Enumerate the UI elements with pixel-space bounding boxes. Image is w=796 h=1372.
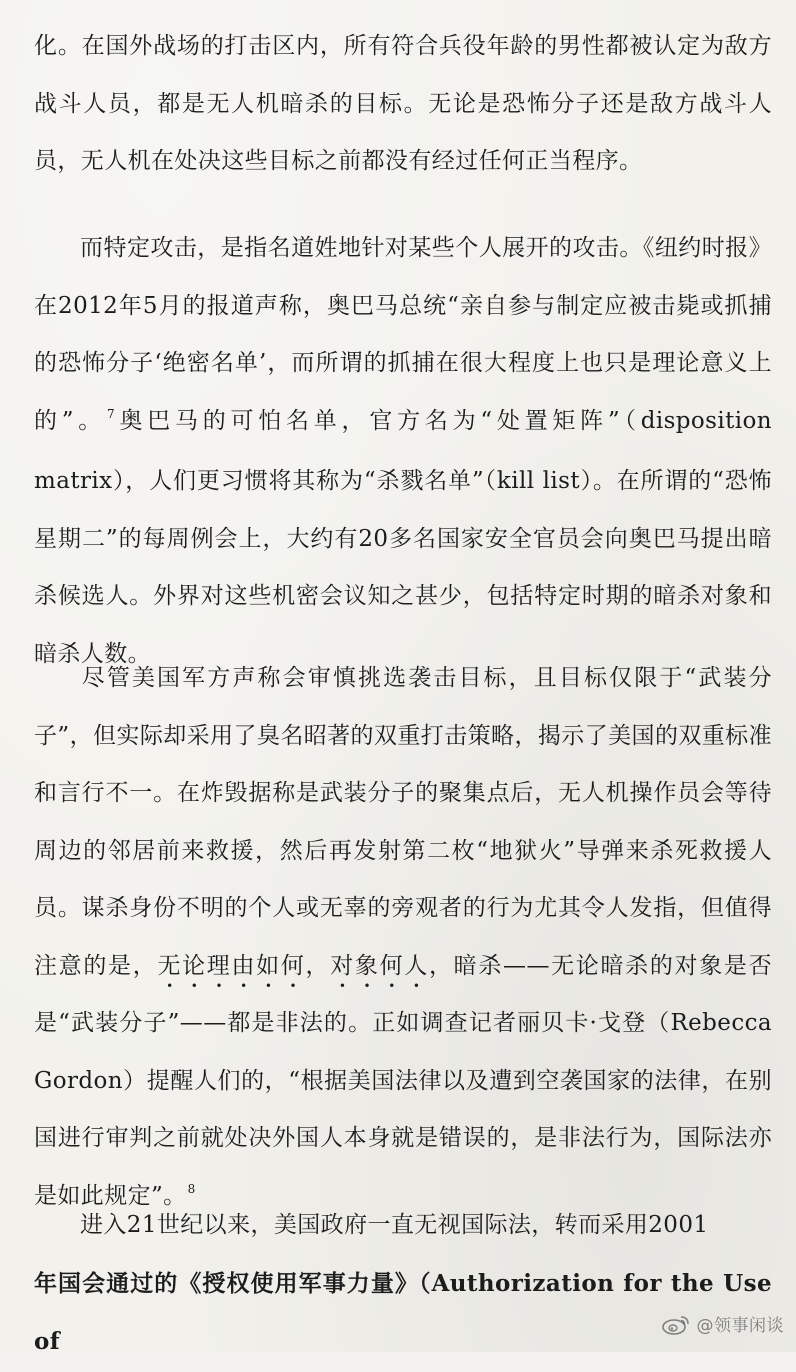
watermark-text: @领事闲谈 bbox=[696, 1316, 784, 1336]
paragraph-1-text: 化。在国外战场的打击区内，所有符合兵役年龄的男性都被认定为敌方战斗人员，都是无人机暗杀的目标。无论是恐怖分子还是敌方战斗人员，无人机在处决这些目标之前都没有经过任何正当程序。 bbox=[34, 33, 772, 174]
footnote-marker-8: 8 bbox=[187, 1181, 196, 1196]
paragraph-3 bbox=[34, 650, 772, 1228]
paragraph-3-text: 尽管美国军方声称会审慎挑选袭击目标，且目标仅限于“武装分子”，但实际却采用了臭名昭著的双重打击策略，揭示了美国的双重标准和言行不一。在炸毁据称是武装分子的聚集点后，无人机操作员会等待周边的邻居前来救援，然后再发射第二枚“地狱火”导弹来杀死救援人员。谋杀身份不明的个人或无辜的旁观者的行为尤其令人发指，但值得注意的是， bbox=[34, 665, 772, 979]
paragraph-2-text: 而特定攻击，是指名道姓地针对某些个人展开的攻击。《纽约时报》在2012年5月的报道声称，奥巴马总统“亲自参与制定应被击毙或抓捕的恐怖分子‘绝密名单’，而所谓的抓捕在很大程度上也只是理论意义上的”。 bbox=[34, 235, 772, 434]
watermark bbox=[661, 1311, 785, 1336]
paragraph-4-line-1: 进入21世纪以来，美国政府一直无视国际法，转而采用2001 bbox=[80, 1212, 709, 1238]
paragraph-4-line-2: 年国会通过的《授权使用军事力量》（Authorization for the Use of bbox=[34, 1269, 772, 1355]
paragraph-2 bbox=[34, 220, 772, 683]
paragraph-2-text-continued: 奥巴马的可怕名单，官方名为“处置矩阵”（disposition matrix），人们更习惯将其称为“杀戮名单”（kill list）。在所谓的“恐怖星期二”的每周例会上，大约有20多名国家安全官员会向奥巴马提出暗杀候选人。外界对这些机密会议知之甚少，包括特定时期的暗杀对象和暗杀人数。 bbox=[34, 407, 772, 667]
paragraph-1 bbox=[34, 18, 772, 191]
emphasis-separator: ， bbox=[305, 952, 331, 979]
paragraph-3-text-continued: ，暗杀——无论暗杀的对象是否是“武装分子”——都是非法的。正如调查记者丽贝卡·戈登（Rebecca Gordon）提醒人们的，“根据美国法律以及遭到空袭国家的法律，在别国进行审判之前就处决外国人本身就是错误的，是非法行为，国际法亦是如此规定”。 bbox=[34, 952, 772, 1209]
footnote-marker-7: 7 bbox=[107, 406, 116, 421]
weibo-icon bbox=[661, 1313, 691, 1335]
emphasized-phrase-2: 对象何人 bbox=[330, 952, 429, 979]
paragraph-4 bbox=[34, 1197, 772, 1372]
emphasized-phrase-1: 无论理由如何 bbox=[157, 952, 306, 979]
